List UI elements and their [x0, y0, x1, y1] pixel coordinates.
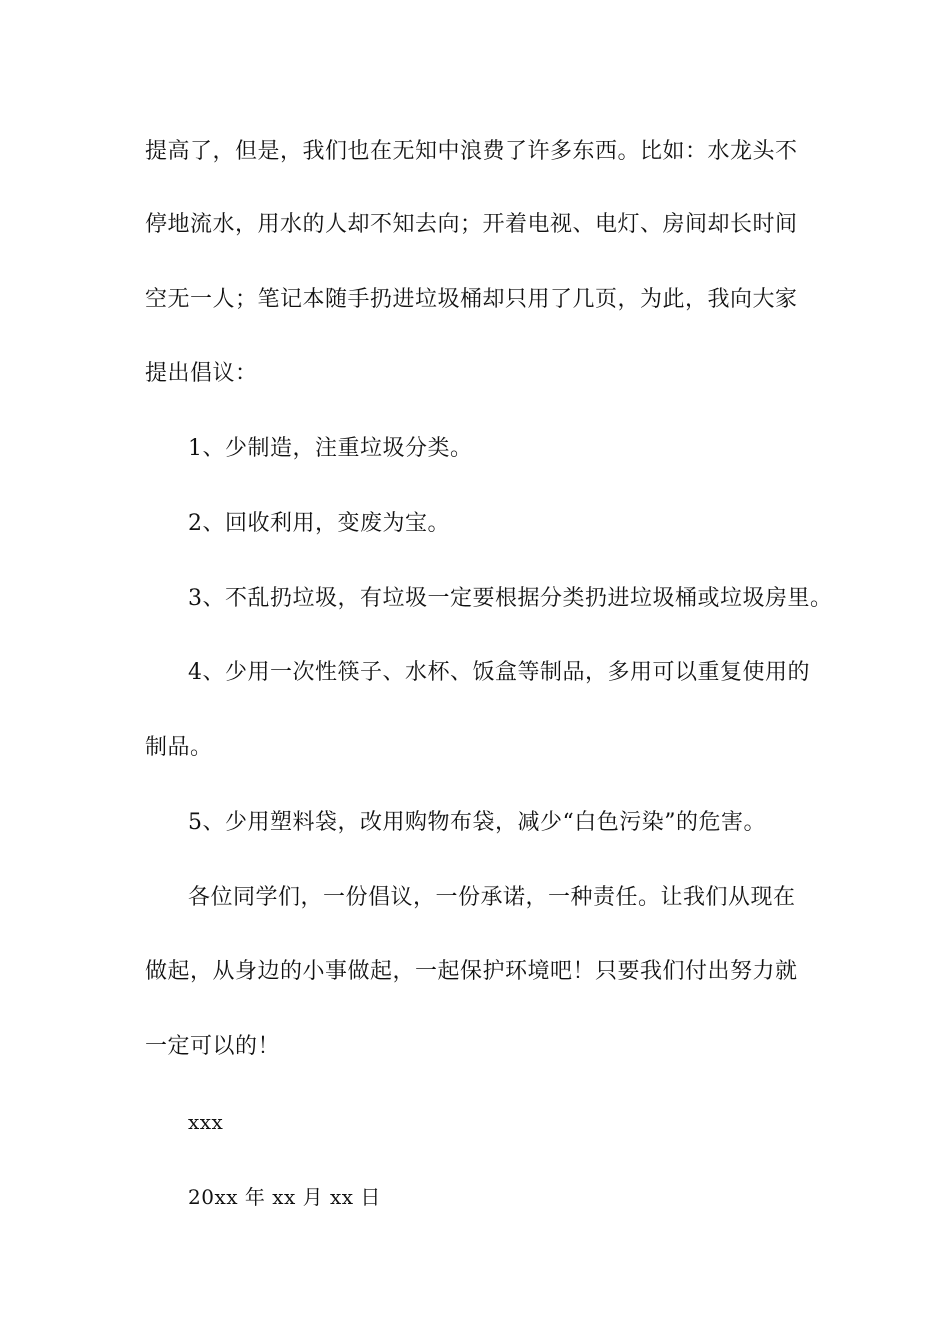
closing-line-1: 各位同学们，一份倡议，一份承诺，一种责任。让我们从现在	[188, 885, 796, 910]
intro-line-2: 停地流水，用水的人却不知去向；开着电视、电灯、房间却长时间	[145, 212, 798, 237]
list-item-1: 1、少制造，注重垃圾分类。	[188, 436, 473, 461]
signature: xxx	[188, 1110, 224, 1134]
closing-line-3: 一定可以的！	[145, 1034, 281, 1059]
date-line: 20xx 年 xx 月 xx 日	[188, 1185, 381, 1209]
list-item-2: 2、回收利用，变废为宝。	[188, 511, 450, 536]
list-item-3: 3、不乱扔垃圾，有垃圾一定要根据分类扔进垃圾桶或垃圾房里。	[188, 586, 833, 611]
intro-line-3: 空无一人；笔记本随手扔进垃圾桶却只用了几页，为此，我向大家	[145, 287, 798, 312]
list-item-4: 4、少用一次性筷子、水杯、饭盒等制品，多用可以重复使用的	[188, 660, 810, 685]
list-item-5: 5、少用塑料袋，改用购物布袋，减少“白色污染”的危害。	[188, 810, 766, 835]
intro-line-4: 提出倡议：	[145, 361, 258, 386]
intro-line-1: 提高了，但是，我们也在无知中浪费了许多东西。比如：水龙头不	[145, 139, 798, 164]
closing-line-2: 做起，从身边的小事做起，一起保护环境吧！只要我们付出努力就	[145, 959, 798, 984]
list-item-4-continued: 制品。	[145, 735, 213, 760]
